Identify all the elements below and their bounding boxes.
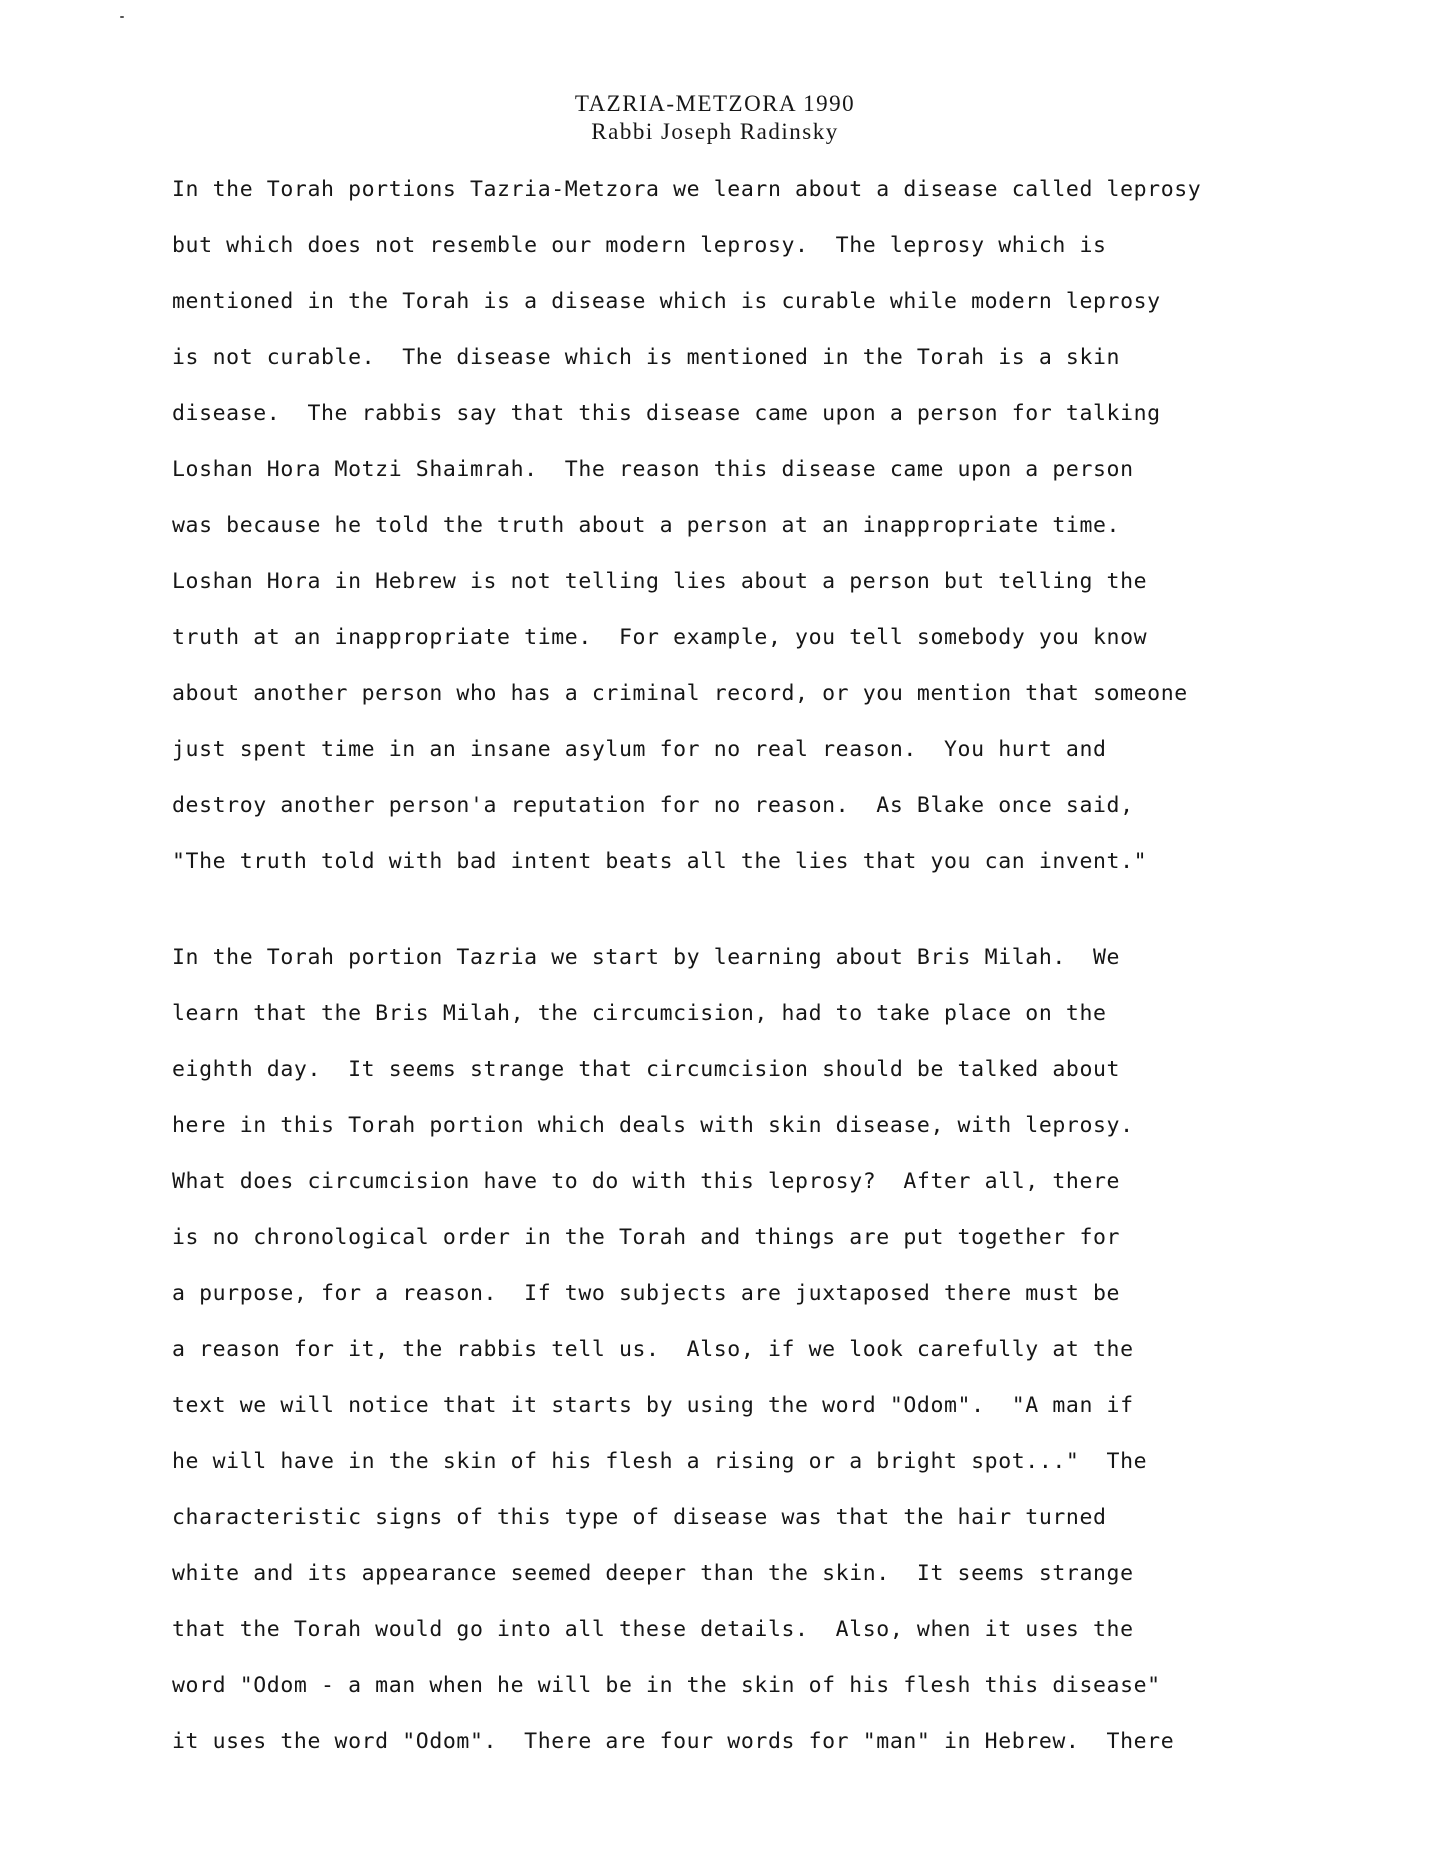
text-line: In the Torah portion Tazria we start by learning about Bris Milah. We [172, 945, 1121, 970]
text-line: is not curable. The disease which is mentioned in the Torah is a skin [172, 345, 1121, 370]
text-line: word "Odom - a man when he will be in the skin of his flesh this disease" [172, 1673, 1161, 1698]
scan-speck [120, 16, 124, 18]
text-line: Loshan Hora in Hebrew is not telling lies about a person but telling the [172, 569, 1148, 594]
text-line: In the Torah portions Tazria-Metzora we learn about a disease called leprosy [172, 177, 1202, 202]
text-line: is no chronological order in the Torah and things are put together for [172, 1225, 1121, 1250]
text-line: just spent time in an insane asylum for no real reason. You hurt and [172, 737, 1107, 762]
text-line: disease. The rabbis say that this disease came upon a person for talking [172, 401, 1161, 426]
text-line: text we will notice that it starts by using the word "Odom". "A man if [172, 1393, 1134, 1418]
text-line: a reason for it, the rabbis tell us. Also, if we look carefully at the [172, 1337, 1134, 1362]
text-line: What does circumcision have to do with this leprosy? After all, there [172, 1169, 1121, 1194]
text-line: he will have in the skin of his flesh a rising or a bright spot..." The [172, 1449, 1148, 1474]
text-line: truth at an inappropriate time. For example, you tell somebody you know [172, 625, 1148, 650]
text-line: here in this Torah portion which deals with skin disease, with leprosy. [172, 1113, 1134, 1138]
text-line: about another person who has a criminal record, or you mention that someone [172, 681, 1188, 706]
text-line: mentioned in the Torah is a disease which is curable while modern leprosy [172, 289, 1161, 314]
text-line: a purpose, for a reason. If two subjects are juxtaposed there must be [172, 1281, 1121, 1306]
document-author: Rabbi Joseph Radinsky [591, 119, 839, 144]
text-line: characteristic signs of this type of disease was that the hair turned [172, 1505, 1107, 1530]
paragraph-2 [172, 930, 1272, 1770]
text-line: white and its appearance seemed deeper than the skin. It seems strange [172, 1561, 1134, 1586]
text-line: destroy another person'a reputation for no reason. As Blake once said, [172, 793, 1134, 818]
text-line: it uses the word "Odom". There are four words for "man" in Hebrew. There [172, 1729, 1175, 1754]
paragraph-1 [172, 162, 1272, 890]
text-line: learn that the Bris Milah, the circumcision, had to take place on the [172, 1001, 1107, 1026]
text-line: eighth day. It seems strange that circumcision should be talked about [172, 1057, 1121, 1082]
text-line: Loshan Hora Motzi Shaimrah. The reason this disease came upon a person [172, 457, 1134, 482]
text-line: that the Torah would go into all these details. Also, when it uses the [172, 1617, 1134, 1642]
document-title: TAZRIA-METZORA 1990 [574, 91, 856, 116]
text-line: but which does not resemble our modern leprosy. The leprosy which is [172, 233, 1107, 258]
text-line: "The truth told with bad intent beats all the lies that you can invent." [172, 849, 1148, 874]
text-line: was because he told the truth about a person at an inappropriate time. [172, 513, 1121, 538]
